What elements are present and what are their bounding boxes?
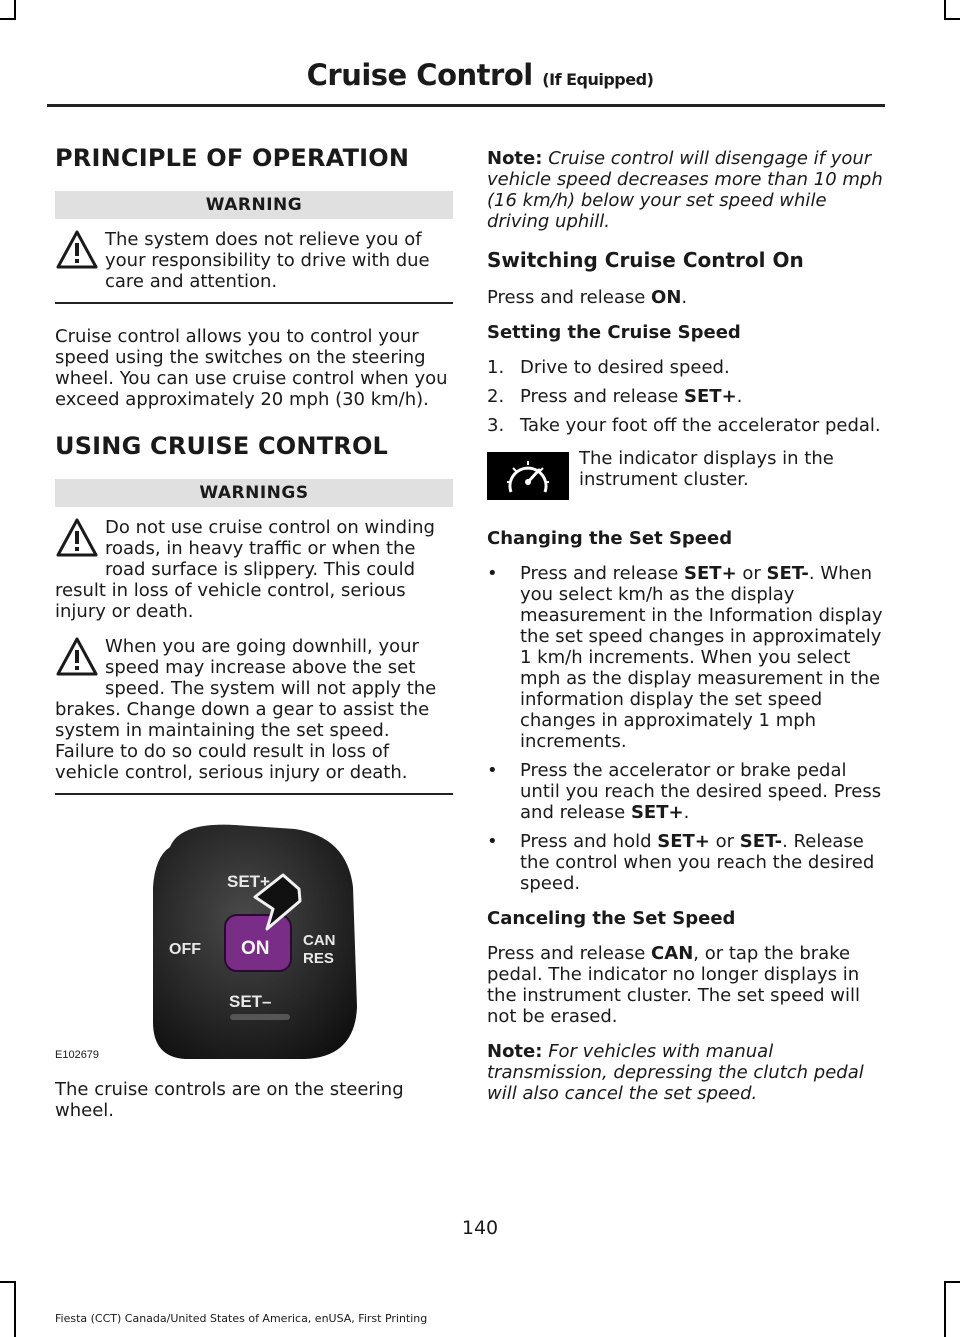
intro-paragraph: Cruise control allows you to control your speed using the switches on the steering wheel. You can use cruise control when you exceed approximately 20 mph (30 km/h). bbox=[55, 326, 448, 410]
warning-heading: WARNING bbox=[55, 191, 453, 219]
indicator-text: The indicator displays in the instrument cluster. bbox=[579, 448, 834, 490]
header-rule bbox=[47, 104, 885, 107]
crop-mark bbox=[944, 18, 960, 20]
footer-text: Fiesta (CCT) Canada/United States of America, enUSA, First Printing bbox=[55, 1312, 428, 1325]
bullet-text: . Release the control when you reach the desired speed. bbox=[520, 831, 875, 894]
warning-triangle-icon bbox=[55, 517, 99, 559]
bullet-text: . When you select km/h as the display measurement in the Information display the set speed changes in approximately 1 km/h increments. When you select mph as the display measurement in the information display the set speed changes in approximately 1 mph increments. bbox=[520, 563, 883, 752]
note-text: Cruise control will disengage if your vehicle speed decreases more than 10 mph (16 km/h) below your set speed while driving uphill. bbox=[487, 148, 883, 232]
list-item bbox=[487, 831, 885, 894]
warnings-heading: WARNINGS bbox=[55, 479, 453, 507]
list-item bbox=[487, 415, 885, 436]
note-clutch bbox=[487, 1041, 885, 1104]
changing-heading: Changing the Set Speed bbox=[487, 528, 733, 549]
set-minus-ref: SET- bbox=[766, 563, 809, 584]
step-text: Drive to desired speed. bbox=[520, 357, 730, 378]
on-button-ref: ON bbox=[651, 287, 682, 308]
set-plus-ref: SET+ bbox=[657, 831, 710, 852]
crop-mark bbox=[14, 1281, 16, 1337]
switching-text-end: . bbox=[681, 287, 688, 308]
switching-text: Press and release bbox=[487, 287, 652, 308]
cancel-text: Press and release bbox=[487, 943, 652, 964]
indicator-row bbox=[487, 448, 885, 506]
changing-bullets bbox=[487, 563, 885, 894]
warning-rule bbox=[55, 302, 453, 304]
set-plus-ref: SET+ bbox=[684, 563, 737, 584]
header-title: Cruise Control bbox=[306, 58, 533, 92]
can-button-ref: CAN bbox=[651, 943, 694, 964]
note-label: Note: bbox=[487, 1041, 543, 1062]
step-text-end: . bbox=[736, 386, 743, 407]
switching-paragraph bbox=[487, 287, 885, 308]
bullet-icon: • bbox=[487, 831, 498, 852]
list-item bbox=[487, 357, 885, 378]
crop-mark bbox=[944, 0, 946, 18]
steering-switch-figure bbox=[55, 817, 453, 1065]
figure-caption: The cruise controls are on the steering wheel. bbox=[55, 1079, 404, 1121]
bullet-text: Press the accelerator or brake pedal until you reach the desired speed. Press and release bbox=[520, 760, 882, 823]
canceling-heading: Canceling the Set Speed bbox=[487, 908, 736, 929]
bullet-text: or bbox=[709, 831, 740, 852]
step-number: 3. bbox=[487, 415, 505, 436]
on-label: ON bbox=[241, 938, 270, 959]
bullet-text: Press and release bbox=[520, 563, 685, 584]
setting-steps bbox=[487, 357, 885, 436]
set-plus-label: SET+ bbox=[227, 872, 270, 891]
warning-text: When you are going downhill, your speed may increase above the set speed. The system will not apply the brakes. Change down a gear to assist the system in maintaining the set speed. Failure to do so could result in loss of vehicle control, serious injury or death. bbox=[55, 636, 437, 783]
note-label: Note: bbox=[487, 148, 543, 169]
set-minus-ref: SET- bbox=[739, 831, 783, 852]
header-subtitle: (If Equipped) bbox=[542, 70, 654, 89]
principle-heading: PRINCIPLE OF OPERATION bbox=[55, 144, 410, 172]
crop-mark bbox=[0, 18, 16, 20]
warning-block bbox=[55, 517, 453, 622]
canceling-paragraph bbox=[487, 943, 885, 1027]
note-uphill bbox=[487, 148, 885, 232]
list-item bbox=[487, 760, 885, 823]
warning-rule bbox=[55, 793, 453, 795]
warning-text: The system does not relieve you of your responsibility to drive with due care and attention. bbox=[105, 229, 430, 292]
cruise-switch-image bbox=[55, 817, 453, 1065]
res-label: RES bbox=[303, 950, 334, 967]
page-number: 140 bbox=[461, 1217, 499, 1239]
using-heading: USING CRUISE CONTROL bbox=[55, 432, 389, 460]
list-item bbox=[487, 386, 885, 407]
bullet-icon: • bbox=[487, 563, 498, 584]
bullet-text: Press and hold bbox=[520, 831, 658, 852]
step-text: Take your foot off the accelerator pedal. bbox=[520, 415, 881, 436]
crop-mark bbox=[0, 1281, 16, 1283]
note-text: For vehicles with manual transmission, depressing the clutch pedal will also cancel the set speed. bbox=[487, 1041, 864, 1104]
warning-triangle-icon bbox=[55, 636, 99, 678]
step-number: 2. bbox=[487, 386, 505, 407]
bullet-text: or bbox=[736, 563, 767, 584]
can-label: CAN bbox=[303, 932, 336, 949]
warning-block bbox=[55, 636, 453, 783]
step-number: 1. bbox=[487, 357, 505, 378]
set-minus-label: SET– bbox=[229, 992, 272, 1011]
crop-mark bbox=[14, 0, 16, 18]
right-column bbox=[487, 148, 885, 1118]
warning-triangle-icon bbox=[55, 229, 99, 271]
set-plus-ref: SET+ bbox=[684, 386, 737, 407]
step-text: Press and release bbox=[520, 386, 685, 407]
cruise-indicator-icon bbox=[487, 452, 569, 500]
left-column bbox=[55, 144, 453, 1135]
switching-heading: Switching Cruise Control On bbox=[487, 248, 804, 272]
cancel-text: , or tap the brake pedal. The indicator no longer displays in the instrument cluster. The set speed will not be erased. bbox=[487, 943, 860, 1027]
warning-text: Do not use cruise control on winding roads, in heavy traffic or when the road surface is slippery. This could result in loss of vehicle control, serious injury or death. bbox=[55, 517, 435, 622]
set-plus-ref: SET+ bbox=[630, 802, 684, 823]
warning-block bbox=[55, 229, 453, 292]
figure-id: E102679 bbox=[55, 1049, 100, 1061]
off-label: OFF bbox=[169, 941, 201, 958]
crop-mark bbox=[944, 1281, 960, 1283]
crop-mark bbox=[944, 1281, 946, 1337]
page-header bbox=[0, 58, 960, 92]
bullet-text: . bbox=[683, 802, 690, 823]
list-item bbox=[487, 563, 885, 752]
setting-heading: Setting the Cruise Speed bbox=[487, 322, 741, 343]
bullet-icon: • bbox=[487, 760, 498, 781]
